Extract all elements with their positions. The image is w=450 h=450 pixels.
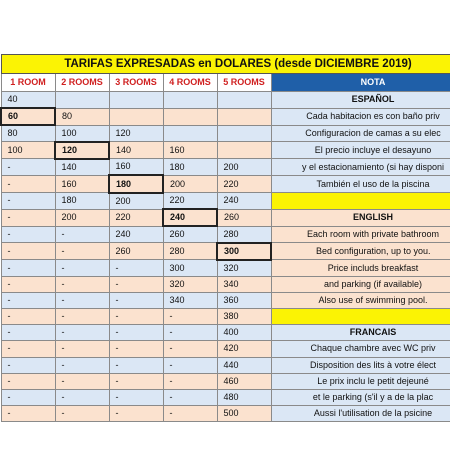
price-cell: 500: [217, 405, 271, 421]
price-cell: 60: [1, 108, 55, 125]
price-cell: -: [163, 325, 217, 341]
price-cell: -: [109, 325, 163, 341]
price-cell: 220: [109, 209, 163, 226]
price-cell: 100: [55, 125, 109, 142]
price-cell: 300: [217, 243, 271, 260]
price-cell: -: [109, 357, 163, 373]
price-cell: -: [55, 226, 109, 243]
price-cell: 380: [217, 309, 271, 325]
price-cell: [163, 125, 217, 142]
price-cell: -: [1, 175, 55, 192]
price-cell: -: [163, 373, 217, 389]
price-cell: [217, 92, 271, 109]
price-cell: 240: [163, 209, 217, 226]
price-cell: 340: [217, 277, 271, 293]
price-cell: 480: [217, 389, 271, 405]
price-cell: [163, 92, 217, 109]
header-3-rooms: 3 ROOMS: [109, 74, 163, 92]
price-cell: -: [163, 389, 217, 405]
note-cell: Configuracion de camas a su elec: [271, 125, 450, 142]
price-cell: 280: [217, 226, 271, 243]
price-cell: 140: [109, 142, 163, 159]
price-cell: 440: [217, 357, 271, 373]
price-cell: 80: [1, 125, 55, 142]
price-cell: [109, 108, 163, 125]
note-cell: [271, 309, 450, 325]
header-nota: NOTA: [271, 74, 450, 92]
table-row: [1, 108, 450, 125]
price-cell: 240: [109, 226, 163, 243]
header-1-room: 1 ROOM: [1, 74, 55, 92]
price-cell: -: [109, 373, 163, 389]
note-cell: y el estacionamiento (si hay disponi: [271, 159, 450, 176]
table-row: [1, 193, 450, 210]
price-cell: -: [55, 389, 109, 405]
price-cell: 160: [109, 159, 163, 176]
price-cell: -: [1, 341, 55, 357]
table-row: [1, 325, 450, 341]
price-cell: 200: [109, 193, 163, 210]
price-cell: 180: [55, 193, 109, 210]
price-cell: 280: [163, 243, 217, 260]
price-cell: 420: [217, 341, 271, 357]
price-cell: -: [109, 405, 163, 421]
note-cell: and parking (if available): [271, 277, 450, 293]
price-cell: 260: [109, 243, 163, 260]
price-cell: [217, 108, 271, 125]
price-cell: -: [55, 405, 109, 421]
price-cell: 100: [1, 142, 55, 159]
table-row: [1, 309, 450, 325]
price-cell: 80: [55, 108, 109, 125]
price-cell: 300: [163, 260, 217, 277]
price-cell: 40: [1, 92, 55, 109]
note-language-heading: ENGLISH: [271, 209, 450, 226]
price-cell: -: [1, 159, 55, 176]
price-cell: [217, 142, 271, 159]
table-row: [1, 209, 450, 226]
price-cell: 260: [163, 226, 217, 243]
price-cell: 400: [217, 325, 271, 341]
price-cell: -: [1, 193, 55, 210]
price-cell: -: [55, 373, 109, 389]
note-language-heading: FRANCAIS: [271, 325, 450, 341]
note-cell: Cada habitacion es con baño priv: [271, 108, 450, 125]
table-row: [1, 175, 450, 192]
table-row: [1, 125, 450, 142]
price-cell: 200: [55, 209, 109, 226]
price-cell: 320: [217, 260, 271, 277]
price-cell: -: [1, 293, 55, 309]
table-row: [1, 389, 450, 405]
header-5-rooms: 5 ROOMS: [217, 74, 271, 92]
price-cell: 180: [109, 175, 163, 192]
price-cell: -: [109, 389, 163, 405]
price-cell: 260: [217, 209, 271, 226]
rates-sheet: [0, 54, 450, 422]
price-cell: [163, 108, 217, 125]
price-cell: -: [1, 325, 55, 341]
header-4-rooms: 4 ROOMS: [163, 74, 217, 92]
note-cell: et le parking (s'il y a de la plac: [271, 389, 450, 405]
price-cell: -: [1, 373, 55, 389]
price-cell: -: [55, 341, 109, 357]
header-2-rooms: 2 ROOMS: [55, 74, 109, 92]
price-cell: -: [55, 243, 109, 260]
price-cell: 200: [163, 175, 217, 192]
table-row: [1, 260, 450, 277]
price-cell: -: [109, 293, 163, 309]
note-cell: Chaque chambre avec WC priv: [271, 341, 450, 357]
price-cell: -: [1, 309, 55, 325]
price-cell: 220: [217, 175, 271, 192]
title-row: [1, 55, 450, 74]
price-cell: [55, 92, 109, 109]
table-row: [1, 357, 450, 373]
table-row: [1, 373, 450, 389]
table-row: [1, 226, 450, 243]
price-cell: -: [55, 293, 109, 309]
price-cell: 460: [217, 373, 271, 389]
price-cell: -: [55, 357, 109, 373]
price-cell: 240: [217, 193, 271, 210]
price-cell: -: [1, 405, 55, 421]
price-cell: 340: [163, 293, 217, 309]
note-cell: Aussi l'utilisation de la psicine: [271, 405, 450, 421]
price-cell: 320: [163, 277, 217, 293]
price-cell: 360: [217, 293, 271, 309]
price-cell: 160: [55, 175, 109, 192]
table-row: [1, 405, 450, 421]
price-cell: -: [1, 277, 55, 293]
note-cell: El precio incluye el desayuno: [271, 142, 450, 159]
price-cell: -: [1, 389, 55, 405]
table-row: [1, 341, 450, 357]
price-cell: [109, 92, 163, 109]
price-cell: 220: [163, 193, 217, 210]
price-cell: -: [109, 277, 163, 293]
note-language-heading: ESPAÑOL: [271, 92, 450, 109]
price-cell: [217, 125, 271, 142]
note-cell: También el uso de la piscina: [271, 175, 450, 192]
note-cell: Bed configuration, up to you.: [271, 243, 450, 260]
table-row: [1, 92, 450, 109]
note-cell: Each room with private bathroom: [271, 226, 450, 243]
note-cell: Disposition des lits à votre élect: [271, 357, 450, 373]
price-cell: -: [163, 309, 217, 325]
table-row: [1, 293, 450, 309]
price-cell: 120: [55, 142, 109, 159]
header-row: [1, 74, 450, 92]
note-cell: Also use of swimming pool.: [271, 293, 450, 309]
price-cell: 180: [163, 159, 217, 176]
price-cell: -: [1, 260, 55, 277]
rates-table: [0, 54, 450, 422]
price-cell: -: [55, 309, 109, 325]
table-row: [1, 159, 450, 176]
price-cell: 140: [55, 159, 109, 176]
price-cell: -: [1, 357, 55, 373]
note-cell: Le prix inclu le petit dejeuné: [271, 373, 450, 389]
price-cell: -: [163, 341, 217, 357]
sheet-title: TARIFAS EXPRESADAS en DOLARES (desde DICIEMBRE 2019): [1, 55, 450, 74]
table-row: [1, 277, 450, 293]
price-cell: -: [163, 405, 217, 421]
price-cell: -: [55, 260, 109, 277]
price-cell: 200: [217, 159, 271, 176]
price-cell: -: [1, 209, 55, 226]
price-cell: -: [109, 309, 163, 325]
note-cell: Price includs breakfast: [271, 260, 450, 277]
price-cell: -: [163, 357, 217, 373]
table-row: [1, 142, 450, 159]
price-cell: -: [109, 341, 163, 357]
price-cell: -: [109, 260, 163, 277]
table-row: [1, 243, 450, 260]
price-cell: -: [1, 243, 55, 260]
price-cell: 120: [109, 125, 163, 142]
price-cell: -: [55, 277, 109, 293]
price-cell: -: [55, 325, 109, 341]
note-cell: [271, 193, 450, 210]
price-cell: 160: [163, 142, 217, 159]
price-cell: -: [1, 226, 55, 243]
